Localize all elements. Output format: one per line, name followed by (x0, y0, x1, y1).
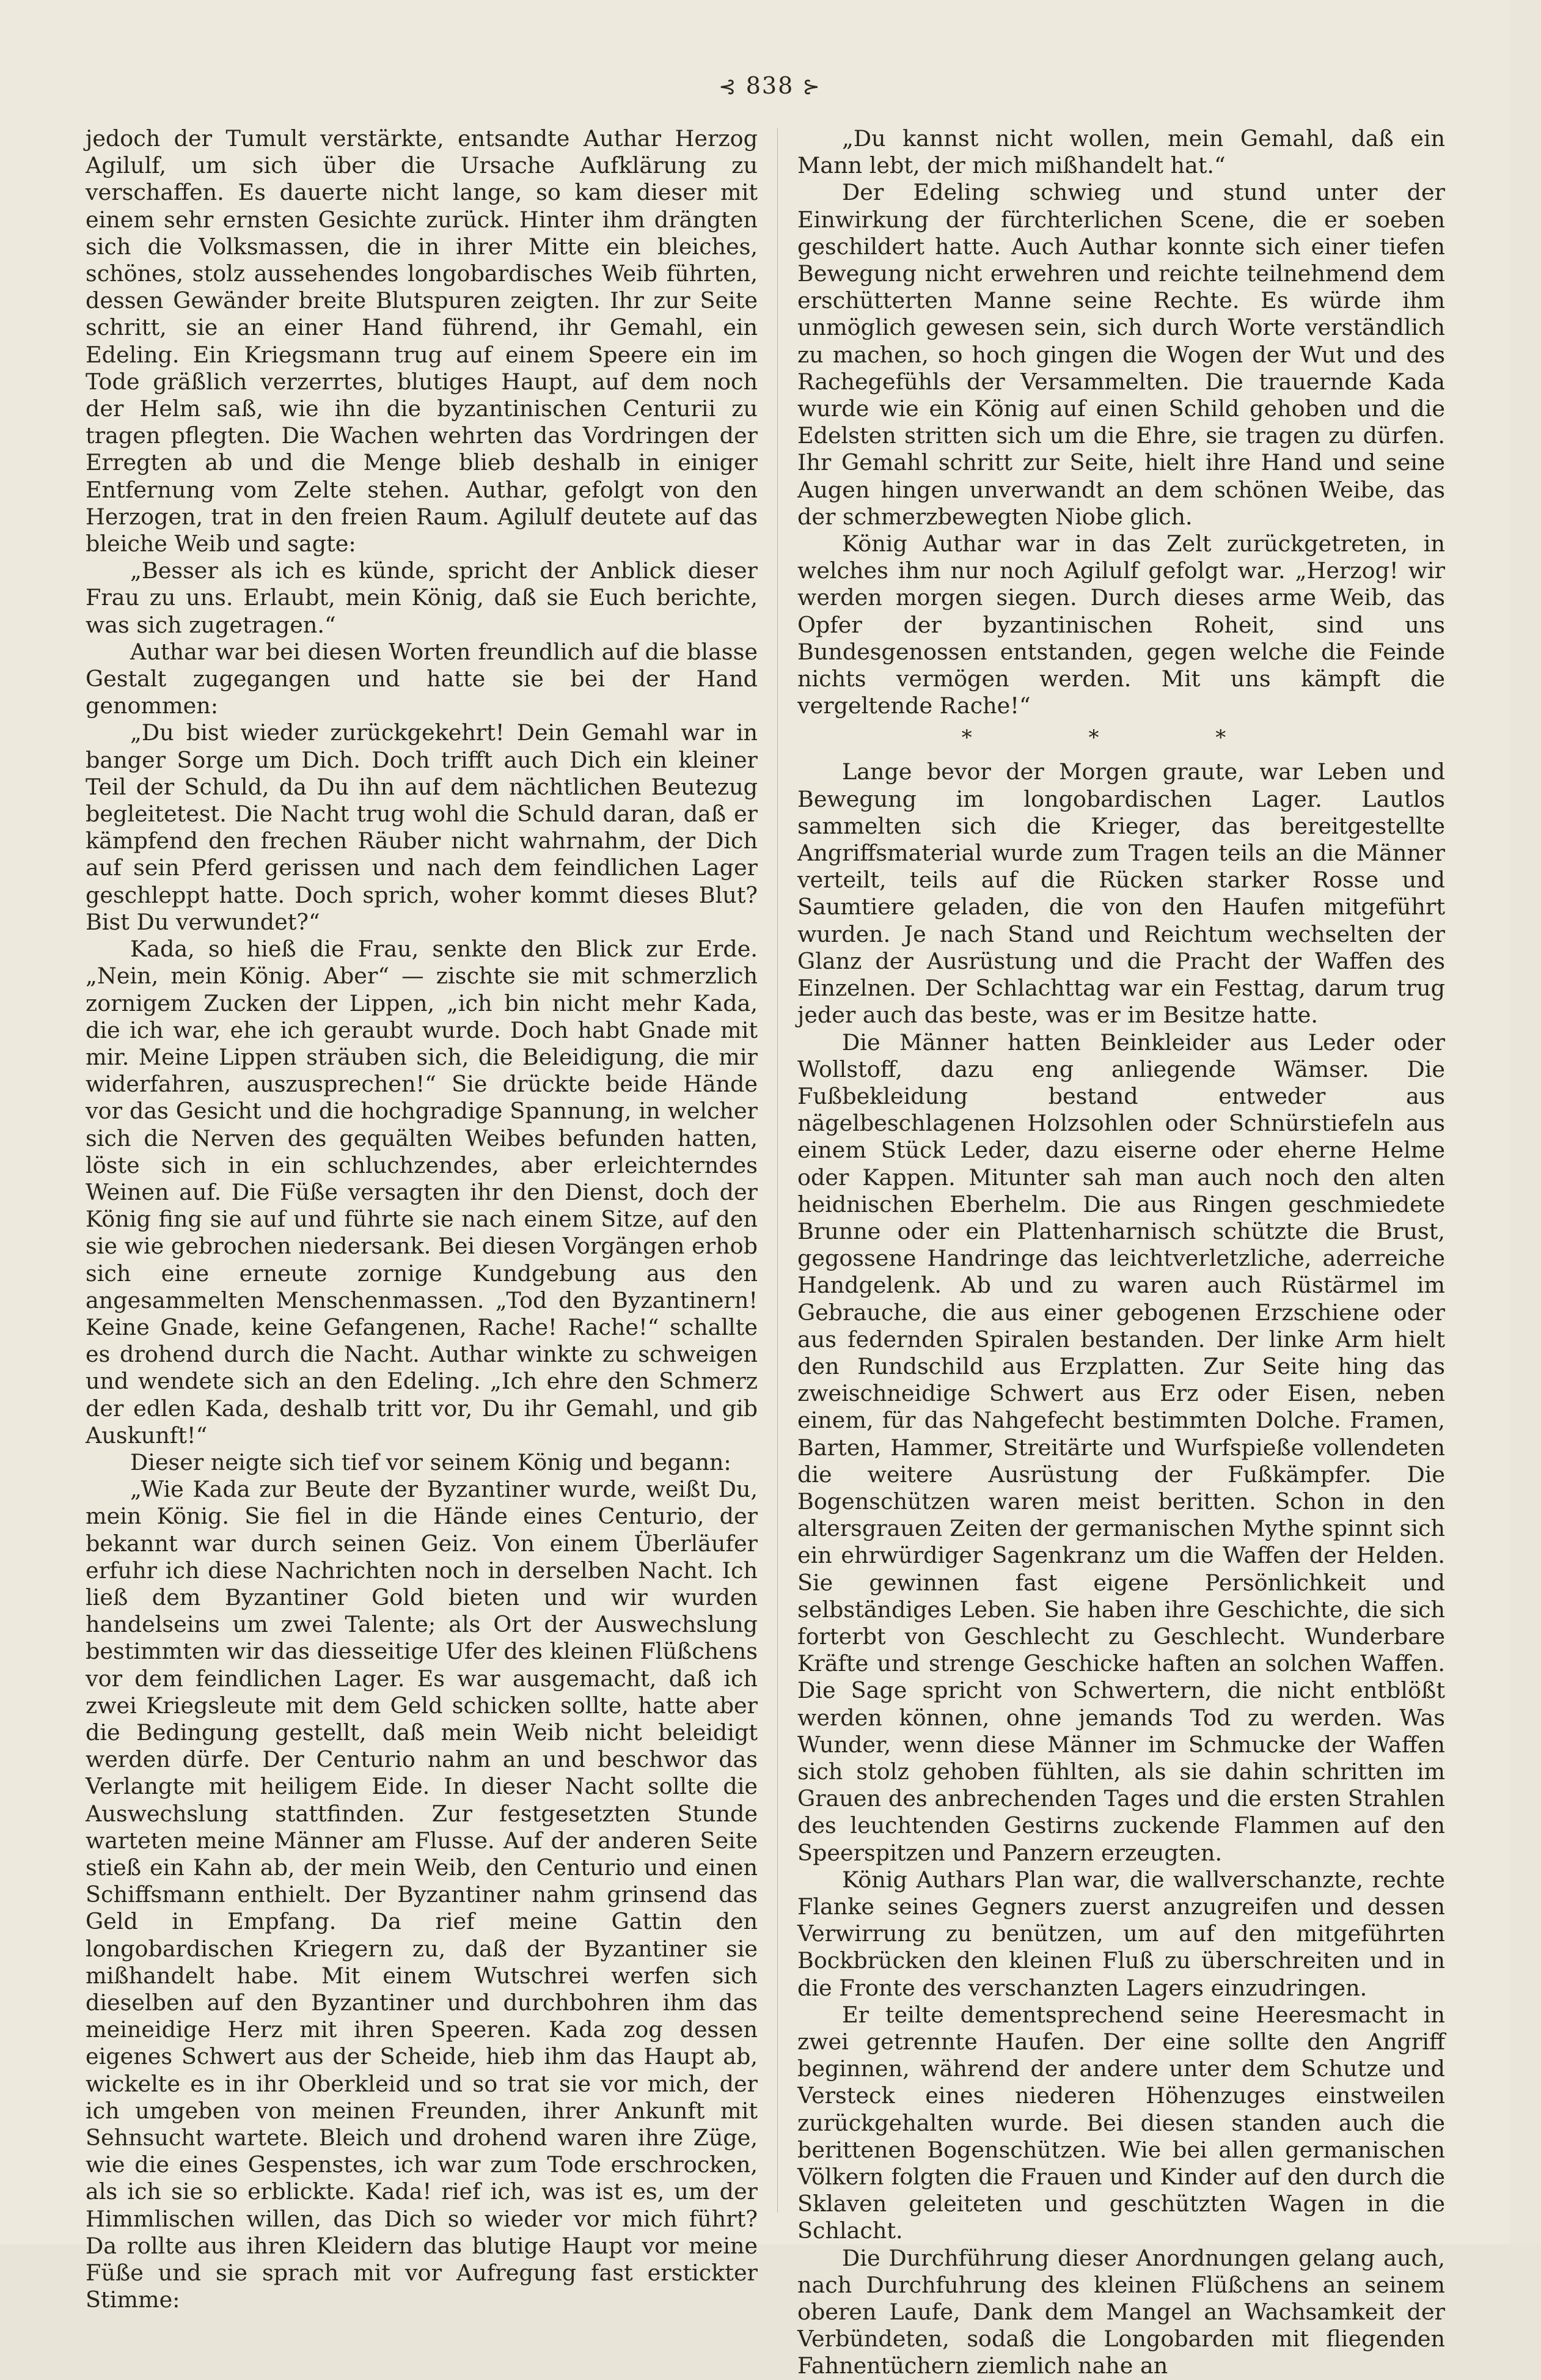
page-header (690, 72, 849, 109)
column-gutter (777, 128, 778, 2213)
section-break: * * * (961, 725, 1281, 751)
paragraph: Authar war bei diesen Worten freundlich auf die blasse Gestalt zugegangen und hatte sie bei der Hand genommen: (86, 638, 758, 719)
ornament-left: ⊰ (719, 75, 738, 99)
paragraph: „Du kannst nicht wollen, mein Gemahl, daß ein Mann lebt, der mich mißhandelt hat.“ (797, 125, 1445, 179)
paragraph: „Besser als ich es künde, spricht der Anblick dieser Frau zu uns. Erlaubt, mein König, daß sie Euch berichte, was sich zugetragen.“ (86, 557, 758, 638)
paragraph: Er teilte dementsprechend seine Heeresmacht in zwei getrennte Haufen. Der eine sollte den Angriff beginnen, während der andere unter dem Schutze und Versteck eines niederen Höhenzuges einstweilen zurückgehalten wurde. Bei diesen standen auch die berittenen Bogenschützen. Wie bei allen germanischen Völkern folgten die Frauen und Kinder auf den durch die Sklaven geleiteten und geschützten Wagen in die Schlacht. (797, 2001, 1445, 2244)
paragraph: „Wie Kada zur Beute der Byzantiner wurde, weißt Du, mein König. Sie fiel in die Hände eines Centurio, der bekannt war durch seinen Geiz. Von einem Überläufer erfuhr ich diese Nachrichten noch in derselben Nacht. Ich ließ dem Byzantiner Gold bieten und wir wurden handelseins um zwei Talente; als Ort der Auswechslung bestimmten wir das diesseitige Ufer des kleinen Flüßchens vor dem feindlichen Lager. Es war ausgemacht, daß ich zwei Kriegsleute mit dem Geld schicken sollte, hatte aber die Bedingung gestellt, daß mein Weib nicht beleidigt werden dürfe. Der Centurio nahm an und beschwor das Verlangte mit heiligem Eide. In dieser Nacht sollte die Auswechslung stattfinden. Zur festgesetzten Stunde warteten meine Männer am Flusse. Auf der anderen Seite stieß ein Kahn ab, der mein Weib, den Centurio und einen Schiffsmann enthielt. Der Byzantiner nahm grinsend das Geld in Empfang. Da rief meine Gattin den longobardischen Kriegern zu, daß der Byzantiner sie mißhandelt habe. Mit einem Wutschrei werfen sich dieselben auf den Byzantiner und durchbohren ihm das meineidige Herz mit ihren Speeren. Kada zog dessen eigenes Schwert aus der Scheide, hieb ihm das Haupt ab, wickelte es in ihr Oberkleid und so trat sie vor mich, der ich umgeben von meinen Freunden, ihrer Ankunft mit Sehnsucht wartete. Bleich und drohend waren ihre Züge, wie die eines Gespenstes, ich war zum Tode erschrocken, als ich sie so erblickte. Kada! rief ich, was ist es, um der Himmlischen willen, das Dich so wieder vor mich führt? Da rollte aus ihren Kleidern das blutige Haupt vor meine Füße und sie sprach mit vor Aufregung fast erstickter Stimme: (86, 1476, 758, 2313)
left-column (86, 125, 758, 2313)
paragraph: Die Durchführung dieser Anordnungen gelang auch, nach Durchfuhrung des kleinen Flüßchens an seinem oberen Laufe, Dank dem Mangel an Wachsamkeit der Verbündeten, sodaß die Longobarden mit fliegenden Fahnentüchern ziemlich nahe an (797, 2244, 1445, 2379)
paragraph: Lange bevor der Morgen graute, war Leben und Bewegung im longobardischen Lager. Lautlos sammelten sich die Krieger, das bereitgestellte Angriffsmaterial wurde zum Tragen teils an die Männer verteilt, teils auf die Rücken starker Rosse und Saumtiere geladen, die von den Haufen mitgeführt wurden. Je nach Stand und Reichtum wechselten der Glanz der Ausrüstung und die Pracht der Waffen des Einzelnen. Der Schlachttag war ein Festtag, darum trug jeder auch das beste, was er im Besitze hatte. (797, 758, 1445, 1029)
paragraph: Die Männer hatten Beinkleider aus Leder oder Wollstoff, dazu eng anliegende Wämser. Die Fußbekleidung bestand entweder aus nägelbeschlagenen Holzsohlen oder Schnürstiefeln aus einem Stück Leder, dazu eiserne oder eherne Helme oder Kappen. Mitunter sah man auch noch den alten heidnischen Eberhelm. Die aus Ringen geschmiedete Brunne oder ein Plattenharnisch schützte die Brust, gegossene Handringe das leichtverletzliche, aderreiche Handgelenk. Ab und zu waren auch Rüstärmel im Gebrauche, die aus einer gebogenen Erzschiene oder aus federnden Spiralen bestanden. Der linke Arm hielt den Rundschild aus Erzplatten. Zur Seite hing das zweischneidige Schwert aus Erz oder Eisen, neben einem, für das Nahgefecht bestimmten Dolche. Framen, Barten, Hammer, Streitärte und Wurfspieße vollendeten die weitere Ausrüstung der Fußkämpfer. Die Bogenschützen waren meist beritten. Schon in den altersgrauen Zeiten der germanischen Mythe spinnt sich ein ehrwürdiger Sagenkranz um die Waffen der Helden. Sie gewinnen fast eigene Persönlichkeit und selbständiges Leben. Sie haben ihre Geschichte, die sich forterbt von Geschlecht zu Geschlecht. Wunderbare Kräfte und strenge Geschicke haften an solchen Waffen. Die Sage spricht von Schwertern, die nicht entblößt werden können, ohne jemands Tod zu werden. Was Wunder, wenn diese Männer im Schmucke der Waffen sich stolz gehoben fühlten, als sie dahin schritten im Grauen des anbrechenden Tages und die ersten Strahlen des leuchtenden Gestirns zuckende Flammen auf den Speerspitzen und Panzern erzeugten. (797, 1029, 1445, 1866)
page-number: 838 (745, 72, 794, 99)
paragraph: König Authar war in das Zelt zurückgetreten, in welches ihm nur noch Agilulf gefolgt war. „Herzog! wir werden morgen siegen. Durch dieses arme Weib, das Opfer der byzantinischen Roheit, sind uns Bundesgenossen entstanden, gegen welche die Feinde nichts vermögen werden. Mit uns kämpft die vergeltende Rache!“ (797, 531, 1445, 719)
paragraph: Kada, so hieß die Frau, senkte den Blick zur Erde. „Nein, mein König. Aber“ — zischte sie mit schmerzlich zornigem Zucken der Lippen, „ich bin nicht mehr Kada, die ich war, ehe ich geraubt wurde. Doch habt Gnade mit mir. Meine Lippen sträuben sich, die Beleidigung, die mir widerfahren, auszusprechen!“ Sie drückte beide Hände vor das Gesicht und die hochgradige Spannung, in welcher sich die Nerven des gequälten Weibes befunden hatten, löste sich in ein schluchzendes, aber erleichterndes Weinen auf. Die Füße versagten ihr den Dienst, doch der König fing sie auf und führte sie nach einem Sitze, auf den sie wie gebrochen niedersank. Bei diesen Vorgängen erhob sich eine erneute zornige Kundgebung aus den angesammelten Menschenmassen. „Tod den Byzantinern! Keine Gnade, keine Gefangenen, Rache! Rache!“ schallte es drohend durch die Nacht. Authar winkte zu schweigen und wendete sich an den Edeling. „Ich ehre den Schmerz der edlen Kada, deshalb tritt vor, Du ihr Gemahl, und gib Auskunft!“ (86, 936, 758, 1449)
right-column (797, 125, 1445, 2379)
paragraph: Der Edeling schwieg und stund unter der Einwirkung der fürchterlichen Scene, die er soeben geschildert hatte. Auch Authar konnte sich einer tiefen Bewegung nicht erwehren und reichte teilnehmend dem erschütterten Manne seine Rechte. Es würde ihm unmöglich gewesen sein, sich durch Worte verständlich zu machen, so hoch gingen die Wogen der Wut und des Rachegefühls der Versammelten. Die trauernde Kada wurde wie ein König auf einen Schild gehoben und die Edelsten stritten sich um die Ehre, sie tragen zu dürfen. Ihr Gemahl schritt zur Seite, hielt ihre Hand und seine Augen hingen unverwandt an dem schönen Weibe, das der schmerzbewegten Niobe glich. (797, 179, 1445, 530)
paragraph: König Authars Plan war, die wallverschanzte, rechte Flanke seines Gegners zuerst anzugreifen und dessen Verwirrung zu benützen, um auf den mitgeführten Bockbrücken den kleinen Fluß zu überschreiten und in die Fronte des verschanzten Lagers einzudringen. (797, 1866, 1445, 2001)
paragraph: „Du bist wieder zurückgekehrt! Dein Gemahl war in banger Sorge um Dich. Doch trifft auch Dich ein kleiner Teil der Schuld, da Du ihn auf dem nächtlichen Beutezug begleitetest. Die Nacht trug wohl die Schuld daran, daß er kämpfend den frechen Räuber nicht wahrnahm, der Dich auf sein Pferd gerissen und nach dem feindlichen Lager geschleppt hatte. Doch sprich, woher kommt dieses Blut? Bist Du verwundet?“ (86, 719, 758, 935)
paragraph: jedoch der Tumult verstärkte, entsandte Authar Herzog Agilulf, um sich über die Ursache Aufklärung zu verschaffen. Es dauerte nicht lange, so kam dieser mit einem sehr ernsten Gesichte zurück. Hinter ihm drängten sich die Volksmassen, die in ihrer Mitte ein bleiches, schönes, stolz aussehendes longobardisches Weib führten, dessen Gewänder breite Blutspuren zeigten. Ihr zur Seite schritt, sie an einer Hand führend, ihr Gemahl, ein Edeling. Ein Kriegsmann trug auf einem Speere ein im Tode gräßlich verzerrtes, blutiges Haupt, auf dem noch der Helm saß, wie ihn die byzantinischen Centurii zu tragen pflegten. Die Wachen wehrten das Vordringen der Erregten ab und die Menge blieb deshalb in einiger Entfernung vom Zelte stehen. Authar, gefolgt von den Herzogen, trat in den freien Raum. Agilulf deutete auf das bleiche Weib und sagte: (86, 125, 758, 557)
paragraph: Dieser neigte sich tief vor seinem König und begann: (130, 1449, 731, 1475)
ornament-right: ⊱ (802, 75, 821, 99)
